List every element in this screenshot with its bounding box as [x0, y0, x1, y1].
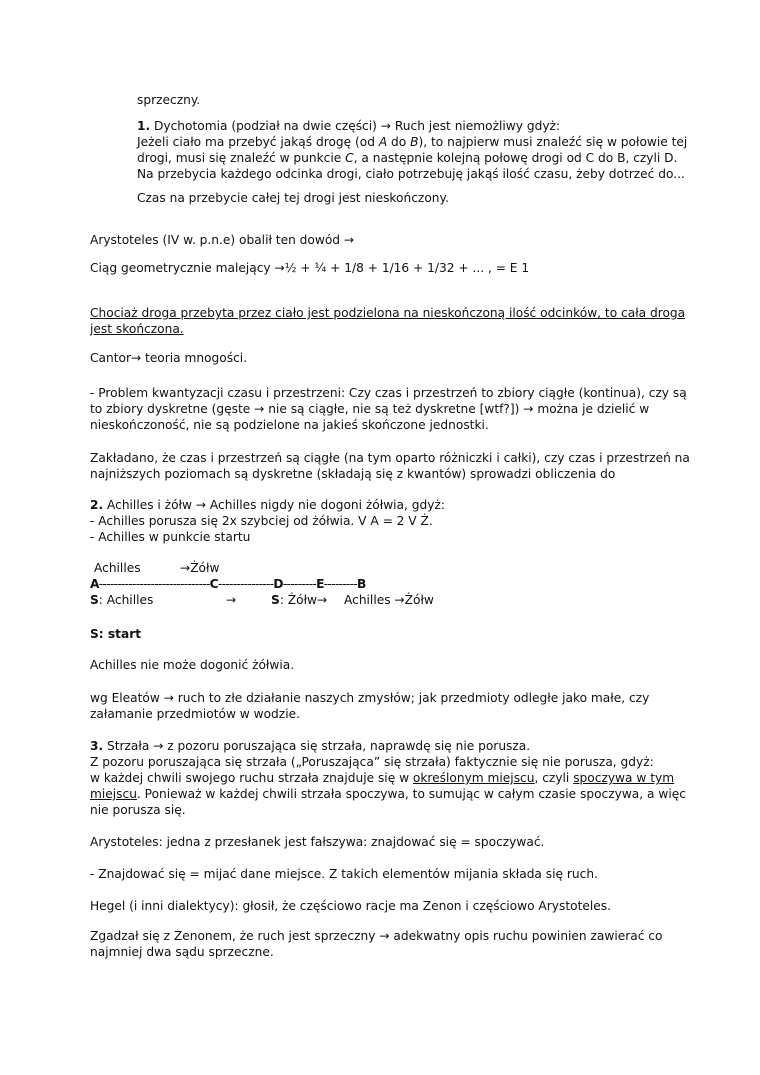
- section-heading-achilles: [90, 497, 445, 513]
- section-number: 1.: [137, 119, 151, 133]
- diagram-row: [271, 592, 327, 608]
- point-label: B: [410, 135, 419, 149]
- point-label: C: [345, 151, 354, 165]
- text-line: Zakładano, że czas i przestrzeń są ciągłe (na tym oparto różniczki i całki), czy czas i przestrzeń na: [90, 451, 690, 465]
- text-line: Arystoteles: jedna z przesłanek jest fałszywa: znajdować się = spoczywać.: [90, 835, 545, 849]
- track-diagram: [90, 576, 366, 592]
- text-line: Achilles →Żółw: [344, 593, 434, 607]
- track-segment: ---------: [323, 577, 358, 591]
- text-line: Z pozoru poruszająca się strzała („Poruszająca” się strzała) faktycznie się nie porusza, gdyż:: [90, 755, 654, 769]
- section-title: Strzała → z pozoru poruszająca się strzała, naprawdę się nie porusza.: [103, 739, 531, 753]
- text-line: Zgadzał się z Zenonem, że ruch jest sprzeczny → adekwatny opis ruchu powinien zawierać co: [90, 929, 663, 943]
- text-span: w każdej chwili swojego ruchu strzała znajduje się w: [90, 771, 413, 785]
- underlined-span: określonym miejscu: [412, 771, 535, 785]
- text-line: Arystoteles (IV w. p.n.e) obalił ten dowód →: [90, 233, 355, 247]
- text-line: [90, 786, 686, 802]
- text-line: nie porusza się.: [90, 803, 186, 817]
- point-label: A: [90, 577, 99, 591]
- track-segment: ------------------------------: [98, 577, 210, 591]
- s-label: S: [271, 593, 280, 607]
- text-span: . Ponieważ w każdej chwili strzała spoczywa, to sumując w całym czasie spoczywa, a więc: [136, 787, 686, 801]
- text-line: Na przebycia każdego odcinka drogi, ciało potrzebuję jakąś ilość czasu, żeby dotrzeć do...: [137, 167, 685, 181]
- point-label: A: [378, 135, 388, 149]
- point-label: C: [209, 577, 218, 591]
- text-span: ), to najpierw musi znaleźć się w połowie tej: [418, 135, 688, 149]
- section-title: Dychotomia (podział na dwie części) → Ruch jest niemożliwy gdyż:: [150, 119, 561, 133]
- section-heading-dichotomy: [137, 118, 560, 134]
- text-line: najmniej dwa sądu sprzeczne.: [90, 945, 274, 959]
- text-line: to zbiory dyskretne (gęste → nie są ciągłe, nie są też dyskretne [wtf?]) → można je dzielić w: [90, 402, 650, 416]
- underlined-line: Chociaż droga przebyta przez ciało jest podzielona na nieskończoną ilość odcinków, to cała droga: [90, 306, 686, 320]
- text-line: Cantor→ teoria mnogości.: [90, 351, 248, 365]
- start-label: S: start: [90, 627, 142, 641]
- text-span: drogi, musi się znaleźć w punkcie: [137, 151, 346, 165]
- diagram-label-achilles: Achilles: [94, 561, 141, 575]
- text-line: Achilles nie może dogonić żółwia.: [90, 658, 295, 672]
- text-line: - Achilles porusza się 2x szybciej od żółwia. V A = 2 V Ż.: [90, 514, 433, 528]
- text-span: : Achilles: [98, 593, 154, 607]
- point-label: D: [273, 577, 283, 591]
- text-line: [137, 150, 677, 166]
- text-line: [90, 770, 674, 786]
- underlined-span: miejscu: [90, 787, 137, 801]
- section-heading-arrow: [90, 738, 530, 754]
- text-line: załamanie przedmiotów w wodzie.: [90, 707, 300, 721]
- track-segment: ---------------: [217, 577, 274, 591]
- track-segment: ---------: [282, 577, 317, 591]
- section-title: Achilles i żółw → Achilles nigdy nie dogoni żółwia, gdyż:: [103, 498, 445, 512]
- underlined-span: spoczywa w tym: [573, 771, 675, 785]
- text-line: sprzeczny.: [137, 93, 201, 107]
- section-number: 2.: [90, 498, 104, 512]
- text-line: - Achilles w punkcie startu: [90, 530, 251, 544]
- diagram-row: [90, 592, 153, 608]
- text-span: , a następnie kolejną połowę drogi od C do B, czyli D.: [353, 151, 678, 165]
- text-line: Ciąg geometrycznie malejący →½ + ¼ + 1/8 + 1/16 + 1/32 + ... , = E 1: [90, 261, 530, 275]
- text-span: , czyli: [534, 771, 574, 785]
- point-label: B: [357, 577, 366, 591]
- text-span: do: [387, 135, 411, 149]
- text-line: Czas na przebycie całej tej drogi jest nieskończony.: [137, 191, 449, 205]
- point-label: E: [316, 577, 324, 591]
- s-label: S: [90, 593, 99, 607]
- text-line: Hegel (i inni dialektycy): głosił, że częściowo racje ma Zenon i częściowo Arystoteles.: [90, 899, 611, 913]
- text-line: - Problem kwantyzacji czasu i przestrzeni: Czy czas i przestrzeń to zbiory ciągłe (kontinua), czy są: [90, 386, 687, 400]
- diagram-label-turtle: →Żółw: [180, 561, 220, 575]
- underlined-line: jest skończona.: [90, 322, 184, 336]
- text-line: [137, 134, 687, 150]
- text-line: najniższych poziomach są dyskretne (składają się z kwantów) sprowadzi obliczenia do: [90, 467, 616, 481]
- text-line: - Znajdować się = mijać dane miejsce. Z takich elementów mijania składa się ruch.: [90, 867, 598, 881]
- text-line: nieskończoność, nie są podzielone na jakieś skończone jednostki.: [90, 418, 489, 432]
- text-span: Jeżeli ciało ma przebyć jakąś drogę (od: [137, 135, 379, 149]
- text-span: : Żółw→: [279, 593, 328, 607]
- section-number: 3.: [90, 739, 104, 753]
- text-line: wg Eleatów → ruch to złe działanie naszych zmysłów; jak przedmioty odległe jako małe, czy: [90, 691, 650, 705]
- arrow-icon: →: [226, 593, 237, 607]
